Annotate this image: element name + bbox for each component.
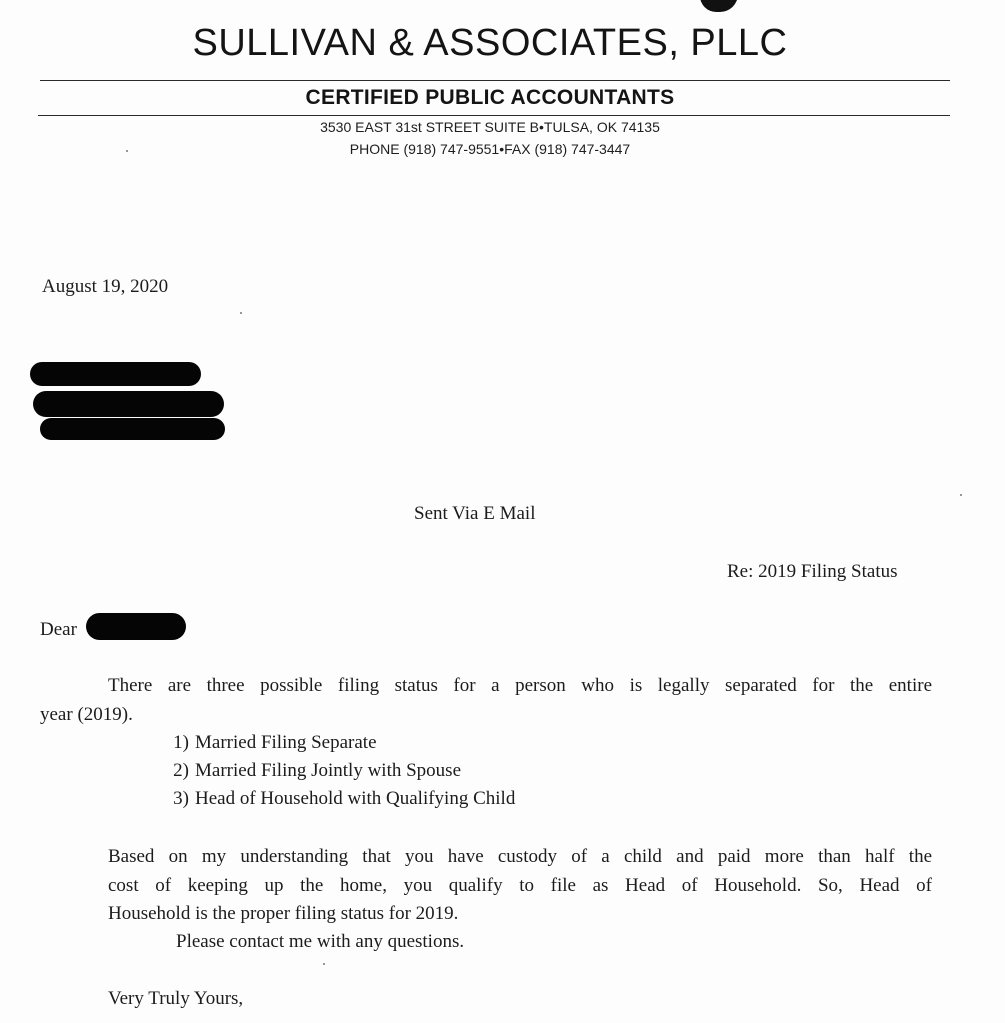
redacted-recipient-name bbox=[30, 362, 201, 386]
scan-speck bbox=[323, 963, 325, 965]
scan-speck bbox=[126, 150, 128, 152]
body-line-2: cost of keeping up the home, you qualify to file as Head of Household. So, Head of bbox=[108, 875, 932, 896]
ink-blot-mark bbox=[700, 0, 738, 12]
redacted-recipient-street bbox=[33, 391, 224, 417]
re-line: Re: 2019 Filing Status bbox=[727, 561, 898, 582]
scan-speck bbox=[240, 312, 242, 314]
list-item-number: 1) bbox=[173, 732, 189, 753]
contact-line: Please contact me with any questions. bbox=[176, 931, 465, 952]
firm-phone-fax: PHONE (918) 747-9551•FAX (918) 747-3447 bbox=[349, 141, 631, 157]
body-line-3: Household is the proper filing status for 2019. bbox=[108, 903, 459, 924]
salutation: Dear bbox=[40, 619, 77, 640]
redacted-salutation-name bbox=[86, 613, 186, 640]
redacted-recipient-city bbox=[40, 418, 225, 440]
delivery-method: Sent Via E Mail bbox=[414, 503, 536, 524]
letterhead-top-rule bbox=[40, 80, 950, 81]
intro-line-1: There are three possible filing status for a person who is legally separated for the entire bbox=[108, 675, 932, 696]
list-item-label: Married Filing Jointly with Spouse bbox=[195, 760, 461, 781]
list-item-label: Married Filing Separate bbox=[195, 732, 377, 753]
list-item bbox=[155, 732, 377, 754]
list-item bbox=[155, 760, 461, 782]
body-line-1: Based on my understanding that you have custody of a child and paid more than half the bbox=[108, 846, 932, 867]
list-item-number: 2) bbox=[173, 760, 189, 781]
list-item bbox=[155, 788, 515, 810]
letterhead-bottom-rule bbox=[38, 115, 950, 116]
letter-date: August 19, 2020 bbox=[42, 276, 169, 297]
closing: Very Truly Yours, bbox=[108, 988, 244, 1009]
list-item-number: 3) bbox=[173, 788, 189, 809]
firm-address: 3530 EAST 31st STREET SUITE B•TULSA, OK 74135 bbox=[320, 119, 660, 135]
firm-name: SULLIVAN & ASSOCIATES, PLLC bbox=[192, 22, 788, 64]
list-item-label: Head of Household with Qualifying Child bbox=[195, 788, 516, 809]
intro-line-2: year (2019). bbox=[40, 704, 133, 725]
firm-subtitle: CERTIFIED PUBLIC ACCOUNTANTS bbox=[305, 86, 675, 109]
scan-speck bbox=[960, 494, 962, 496]
